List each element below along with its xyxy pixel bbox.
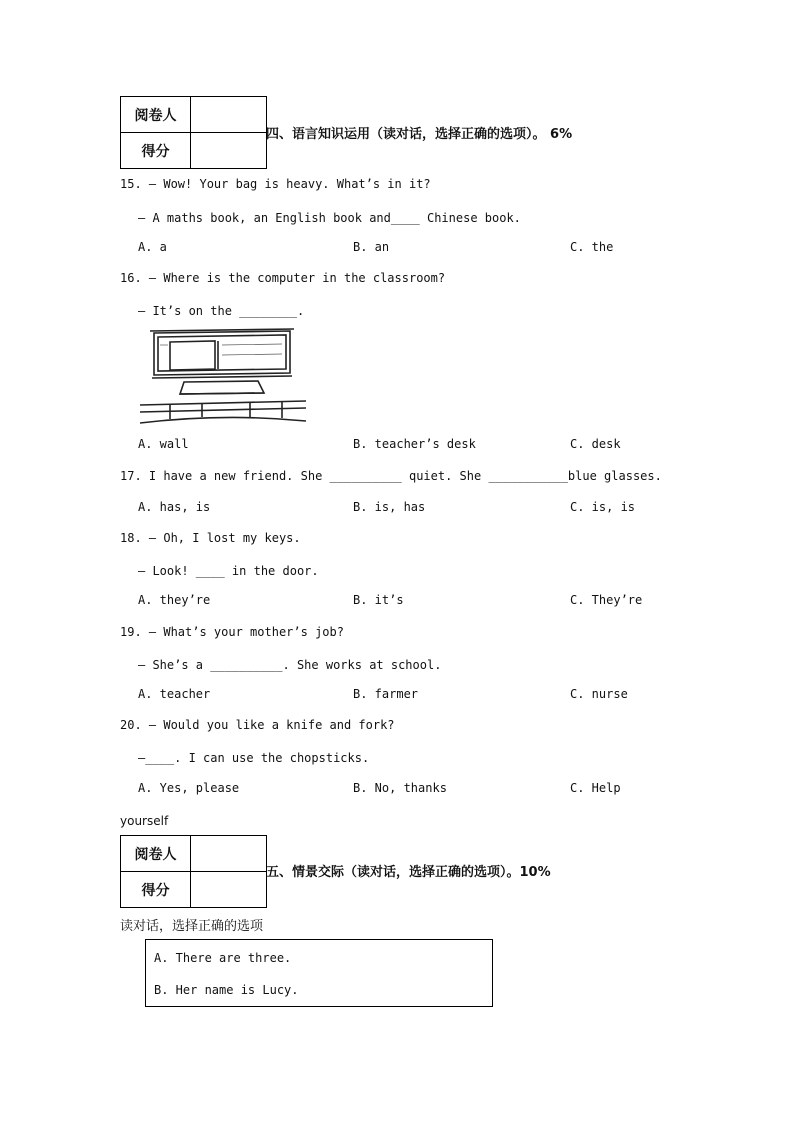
question-19-stem: 19. — What’s your mother’s job? bbox=[120, 625, 344, 639]
grading-table-section5 bbox=[120, 835, 267, 908]
question-20-option-b: B. No, thanks bbox=[353, 781, 447, 795]
question-20-option-a: A. Yes, please bbox=[138, 781, 240, 795]
question-17-option-a: A. has, is bbox=[138, 500, 211, 514]
question-16-reply: — It’s on the ________. bbox=[138, 304, 305, 318]
question-15-option-b: B. an bbox=[353, 240, 390, 254]
question-18-option-b: B. it’s bbox=[353, 593, 404, 607]
reviewer-box bbox=[191, 836, 267, 872]
question-17-stem: 17. I have a new friend. She __________ quiet. She ___________blue glasses. bbox=[120, 469, 662, 483]
grading-table-section4 bbox=[120, 96, 267, 169]
section5-title: 五、情景交际（读对话，选择正确的选项）。10% bbox=[266, 865, 551, 880]
question-19-option-a: A. teacher bbox=[138, 687, 211, 701]
question-20-option-c: C. Help bbox=[570, 781, 621, 795]
section5-instruction: 读对话，选择正确的选项 bbox=[120, 919, 264, 934]
question-19-reply: — She’s a __________. She works at school. bbox=[138, 658, 442, 672]
question-18-stem: 18. — Oh, I lost my keys. bbox=[120, 531, 301, 545]
question-17-option-b: B. is, has bbox=[353, 500, 426, 514]
question-20-option-c-wrap: yourself bbox=[120, 814, 169, 828]
reviewer-label: 阅卷人 bbox=[121, 97, 191, 133]
reviewer-box bbox=[191, 97, 267, 133]
question-18-option-a: A. they’re bbox=[138, 593, 211, 607]
question-16-stem: 16. — Where is the computer in the classroom? bbox=[120, 271, 446, 285]
box-option-a: A. There are three. bbox=[154, 951, 292, 965]
section4-title: 四、语言知识运用（读对话，选择正确的选项）。 6% bbox=[266, 127, 573, 142]
classroom-picture bbox=[140, 325, 306, 427]
question-20-stem: 20. — Would you like a knife and fork? bbox=[120, 718, 395, 732]
score-label: 得分 bbox=[121, 133, 191, 169]
score-box bbox=[191, 872, 267, 908]
question-16-option-c: C. desk bbox=[570, 437, 621, 451]
question-18-reply: — Look! ____ in the door. bbox=[138, 564, 319, 578]
box-option-b: B. Her name is Lucy. bbox=[154, 983, 299, 997]
question-20-reply: —____. I can use the chopsticks. bbox=[138, 751, 370, 765]
reviewer-label: 阅卷人 bbox=[121, 836, 191, 872]
question-15-option-c: C. the bbox=[570, 240, 614, 254]
question-19-option-c: C. nurse bbox=[570, 687, 628, 701]
question-18-option-c: C. They’re bbox=[570, 593, 643, 607]
question-16-option-a: A. wall bbox=[138, 437, 189, 451]
answer-options-box bbox=[145, 939, 493, 1007]
question-15-stem: 15. — Wow! Your bag is heavy. What’s in it? bbox=[120, 177, 431, 191]
question-15-option-a: A. a bbox=[138, 240, 167, 254]
score-box bbox=[191, 133, 267, 169]
question-19-option-b: B. farmer bbox=[353, 687, 419, 701]
question-15-reply: — A maths book, an English book and____ Chinese book. bbox=[138, 211, 521, 225]
question-17-option-c: C. is, is bbox=[570, 500, 636, 514]
score-label: 得分 bbox=[121, 872, 191, 908]
question-16-option-b: B. teacher’s desk bbox=[353, 437, 476, 451]
